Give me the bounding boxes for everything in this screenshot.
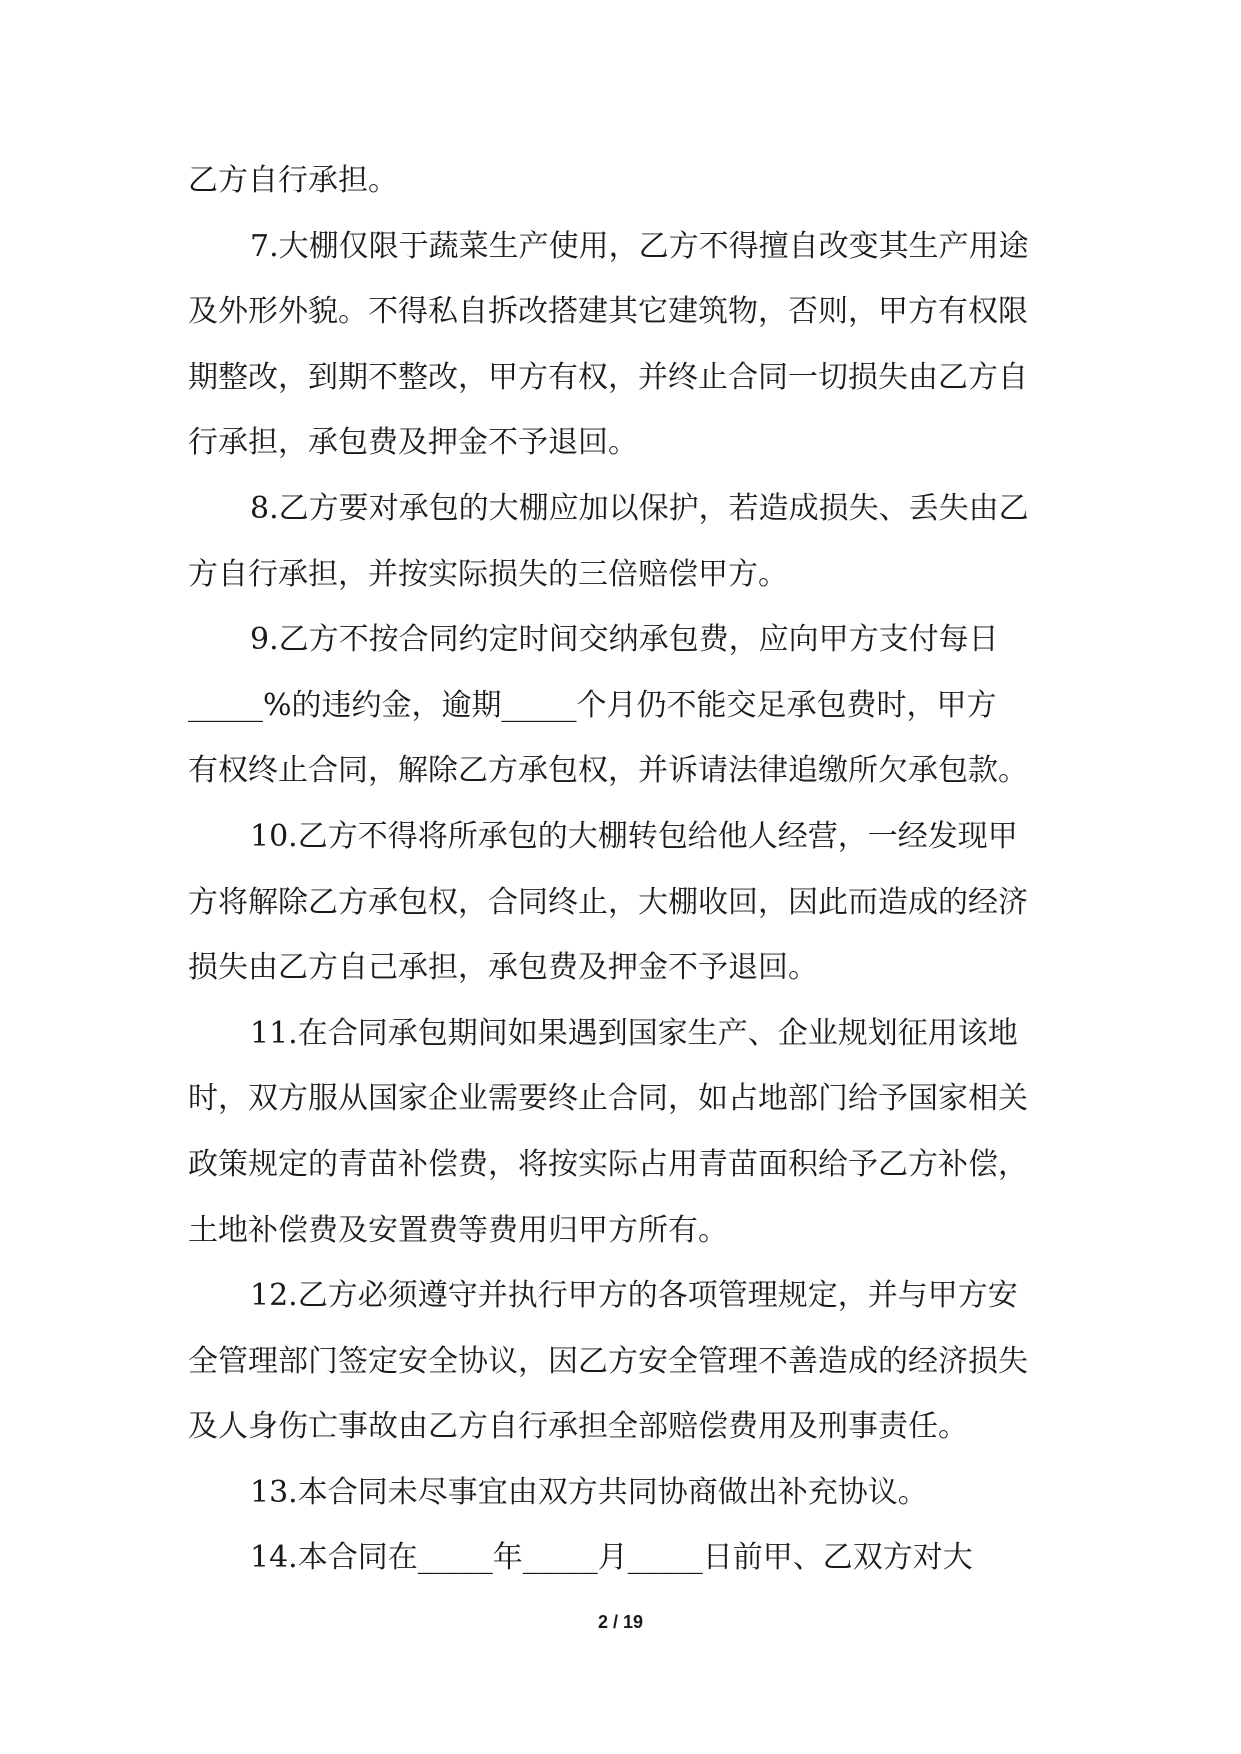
clause-9-line-2: _____%的违约金，逾期_____个月仍不能交足承包费时，甲方 (188, 687, 997, 723)
clause-12-line-3: 及人身伤亡事故由乙方自行承担全部赔偿费用及刑事责任。 (188, 1409, 968, 1445)
clause-10-line-3: 损失由乙方自己承担，承包费及押金不予退回。 (188, 950, 818, 986)
clause-13-line-1: 13.本合同未尽事宜由双方共同协商做出补充协议。 (250, 1474, 928, 1510)
clause-10-line-2: 方将解除乙方承包权，合同终止，大棚收回，因此而造成的经济 (188, 884, 1028, 920)
clause-9-line-3: 有权终止合同，解除乙方承包权，并诉请法律追缴所欠承包款。 (188, 753, 1028, 789)
clause-11-line-3: 政策规定的青苗补偿费，将按实际占用青苗面积给予乙方补偿， (188, 1146, 1028, 1182)
document-body (188, 148, 1063, 1591)
clause-12-line-2: 全管理部门签定安全协议，因乙方安全管理不善造成的经济损失 (188, 1343, 1028, 1379)
clause-10-line-1: 10.乙方不得将所承包的大棚转包给他人经营，一经发现甲 (250, 818, 1018, 854)
clause-8-line-2: 方自行承担，并按实际损失的三倍赔偿甲方。 (188, 556, 788, 592)
clause-7-line-3: 期整改，到期不整改，甲方有权，并终止合同一切损失由乙方自 (188, 359, 1028, 395)
clause-7-line-1: 7.大棚仅限于蔬菜生产使用，乙方不得擅自改变其生产用途 (250, 228, 1029, 264)
clause-11-line-4: 土地补偿费及安置费等费用归甲方所有。 (188, 1212, 728, 1248)
clause-11-line-1: 11.在合同承包期间如果遇到国家生产、企业规划征用该地 (250, 1015, 1018, 1051)
clause-7-line-2: 及外形外貌。不得私自拆改搭建其它建筑物，否则，甲方有权限 (188, 294, 1028, 330)
clause-9-line-1: 9.乙方不按合同约定时间交纳承包费，应向甲方支付每日 (250, 622, 999, 658)
clause-11-line-2: 时，双方服从国家企业需要终止合同，如占地部门给予国家相关 (188, 1081, 1028, 1117)
clause-8-line-1: 8.乙方要对承包的大棚应加以保护，若造成损失、丢失由乙 (250, 490, 1029, 526)
clause-12-line-1: 12.乙方必须遵守并执行甲方的各项管理规定，并与甲方安 (250, 1278, 1018, 1314)
clause-7-line-4: 行承担，承包费及押金不予退回。 (188, 425, 638, 461)
text-line-1: 乙方自行承担。 (188, 163, 398, 198)
clause-14-line-1: 14.本合同在_____年_____月_____日前甲、乙双方对大 (250, 1540, 973, 1576)
page-number: 2 / 19 (597, 1612, 644, 1632)
